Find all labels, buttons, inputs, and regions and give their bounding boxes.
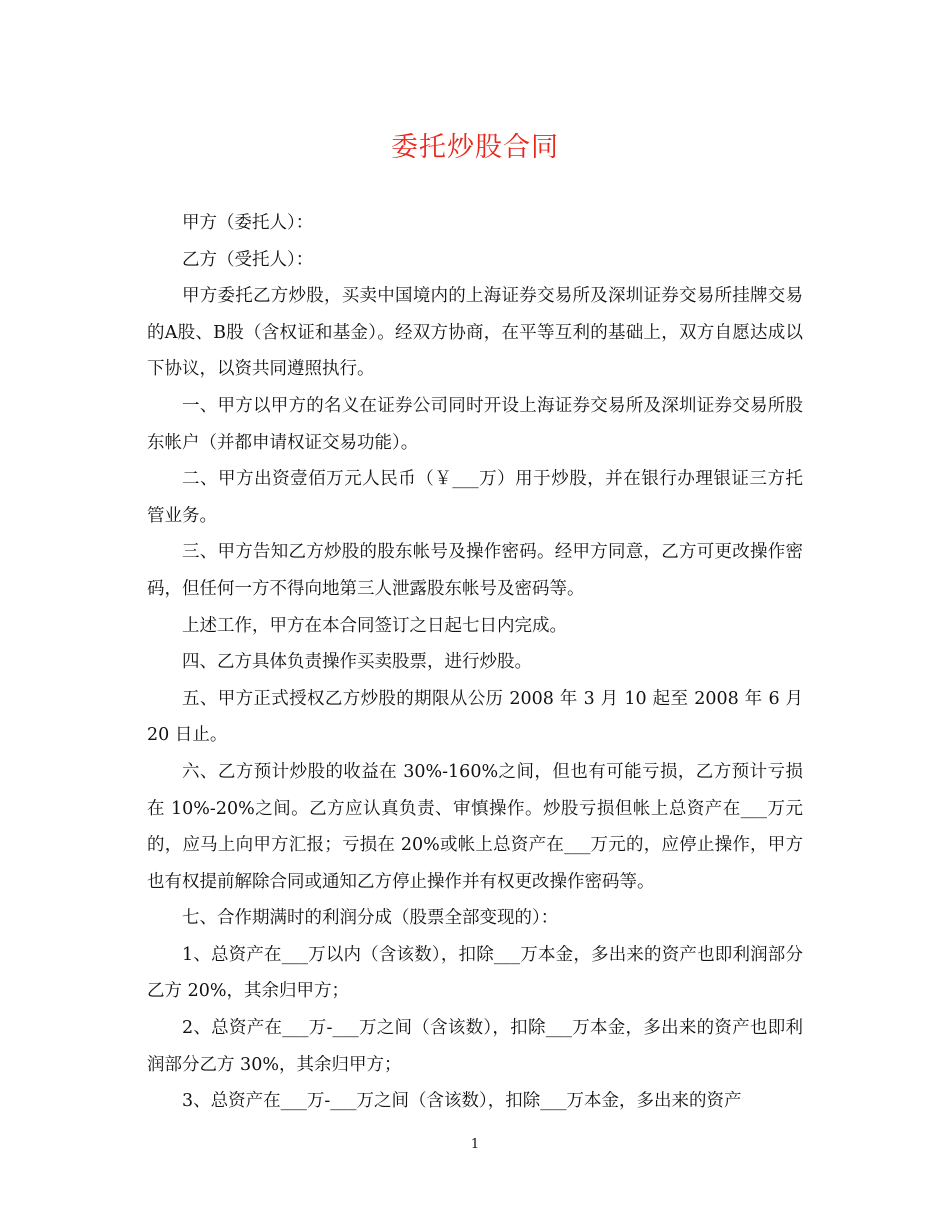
party-b-line: 乙方（受托人）： [182,249,314,270]
completion-note: 上述工作，甲方在本合同签订之日起七日内完成。 [182,615,567,636]
clause-2: 二、甲方出资壹佰万元人民币（￥___万）用于炒股，并在银行办理银证三方托管业务。 [147,469,803,526]
document-title: 委托炒股合同 [391,132,559,163]
clause-6: 六、乙方预计炒股的收益在 30%-160%之间，但也有可能亏损，乙方预计亏损在 10%-20%之间。乙方应认真负责、审慎操作。炒股亏损但帐上总资产在___万元的，应马上向甲方汇报；亏损在 20%或帐上总资产在___万元的，应停止操作，甲方也有权提前解除合同或通知乙方停止操作并有权更改操作密码等。 [147,761,803,892]
page-number: 1 [470,1137,480,1152]
clause-5: 五、甲方正式授权乙方炒股的期限从公历 2008 年 3 月 10 起至 2008 年 6 月 20 日止。 [147,688,803,746]
profit-tier-2: 2、总资产在___万-___万之间（含该数），扣除___万本金，多出来的资产也即利润部分乙方 30%，其余归甲方； [147,1018,803,1075]
clause-4: 四、乙方具体负责操作买卖股票，进行炒股。 [182,652,532,673]
profit-tier-1: 1、总资产在___万以内（含该数），扣除___万本金，多出来的资产也即利润部分乙方 20%，其余归甲方； [147,944,803,1002]
clause-1: 一、甲方以甲方的名义在证券公司同时开设上海证券交易所及深圳证券交易所股东帐户（并都申请权证交易功能）。 [147,395,803,453]
preamble-paragraph: 甲方委托乙方炒股，买卖中国境内的上海证券交易所及深圳证券交易所挂牌交易的A股、B股（含权证和基金）。经双方协商，在平等互利的基础上，双方自愿达成以下协议，以资共同遵照执行。 [147,286,803,380]
party-a-line: 甲方（委托人）： [182,213,314,233]
clause-7: 七、合作期满时的利润分成（股票全部变现的）： [182,908,559,929]
profit-tier-3: 3、总资产在___万-___万之间（含该数），扣除___万本金，多出来的资产 [182,1091,742,1112]
document-body [147,205,803,1120]
clause-3: 三、甲方告知乙方炒股的股东帐号及操作密码。经甲方同意，乙方可更改操作密码，但任何一方不得向地第三人泄露股东帐号及密码等。 [147,542,803,599]
